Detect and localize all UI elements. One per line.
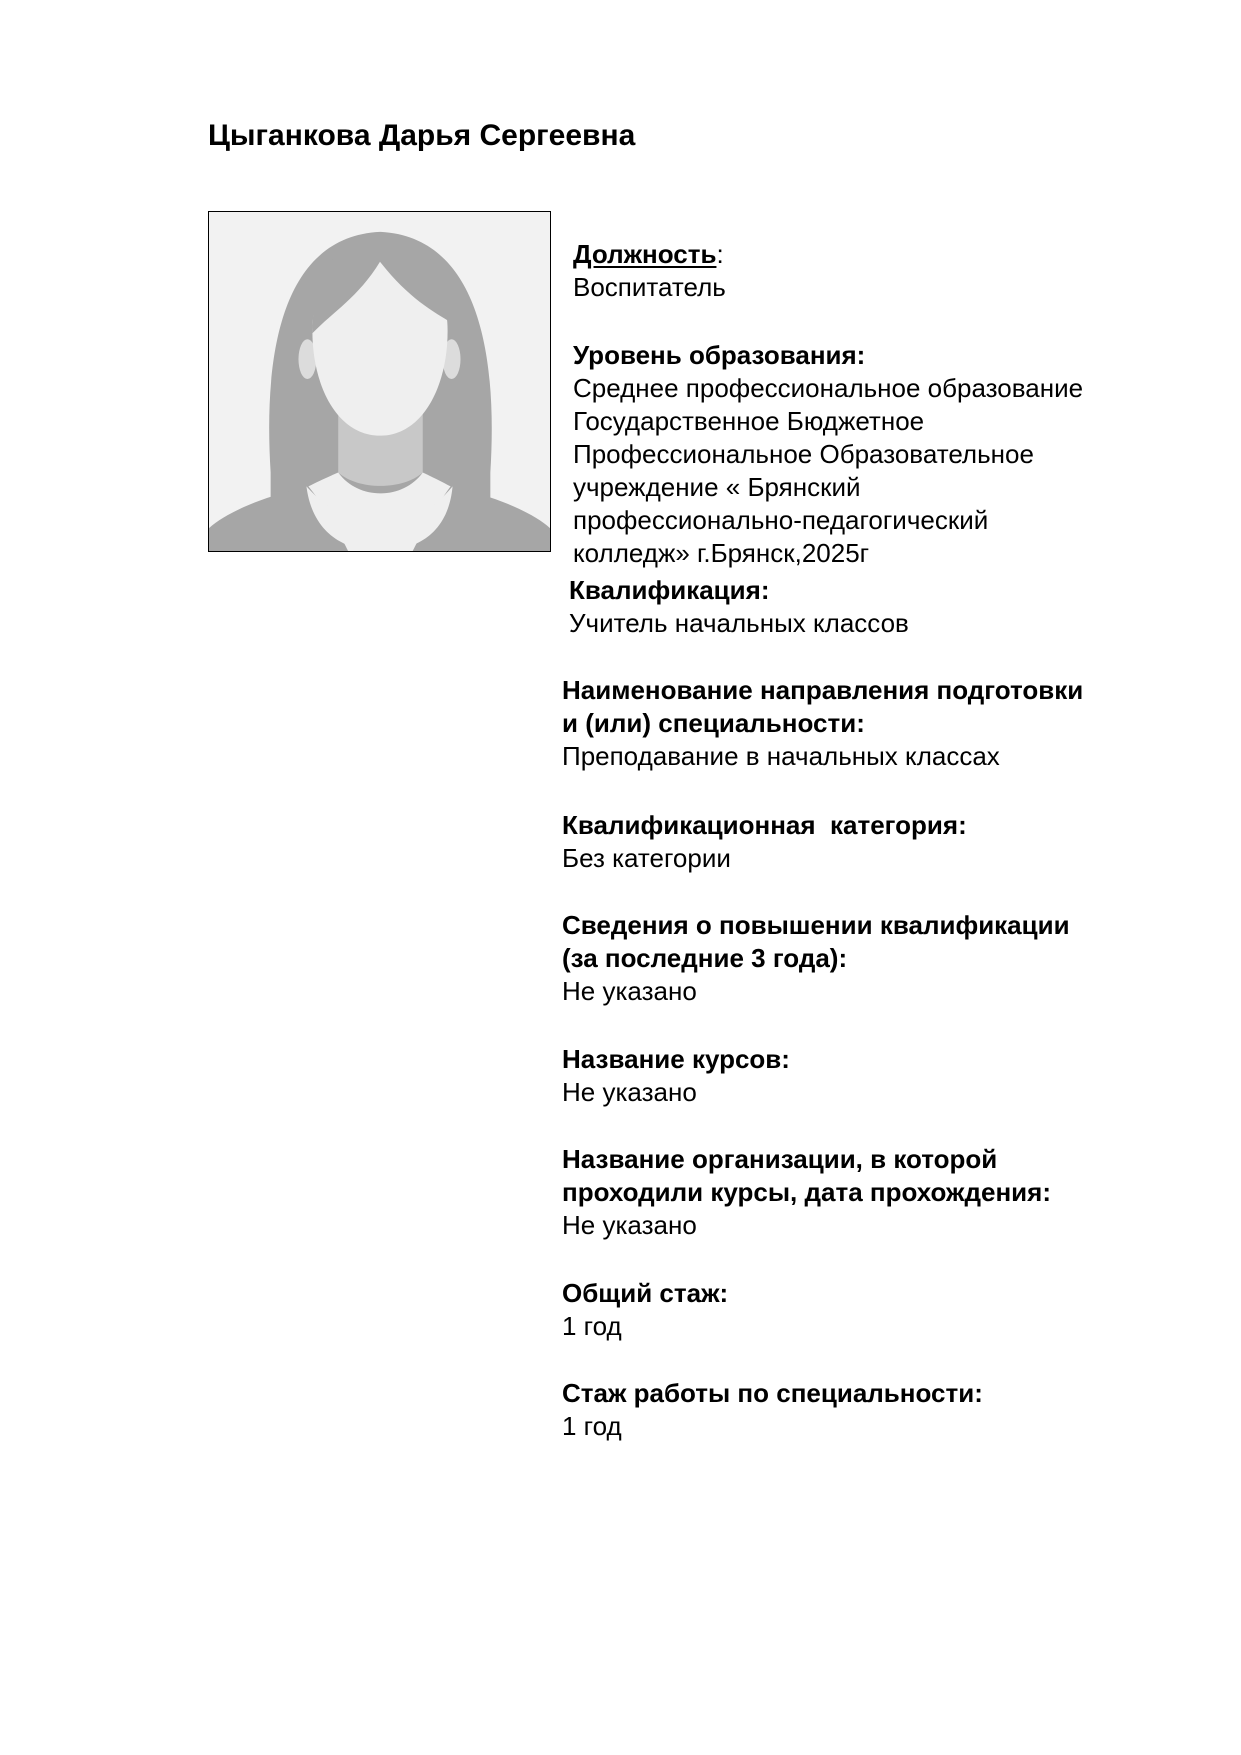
field-organization	[562, 1143, 1051, 1242]
field-specialty-label-line: и (или) специальности:	[562, 708, 865, 738]
field-education-level-value-line: колледж» г.Брянск,2025г	[573, 538, 870, 568]
field-specialty-experience	[562, 1377, 983, 1443]
field-category-value: Без категории	[562, 843, 731, 873]
field-courses-label: Название курсов:	[562, 1044, 790, 1074]
field-total-experience-value: 1 год	[562, 1311, 622, 1341]
field-training-value: Не указано	[562, 976, 697, 1006]
field-specialty	[562, 674, 1083, 773]
field-training	[562, 909, 1070, 1008]
field-education-level-value-line: Профессиональное Образовательное	[573, 439, 1034, 469]
field-training-label-line: Сведения о повышении квалификации	[562, 910, 1070, 940]
field-specialty-experience-label: Стаж работы по специальности:	[562, 1378, 983, 1408]
field-specialty-experience-value: 1 год	[562, 1411, 622, 1441]
field-courses	[562, 1043, 790, 1109]
female-avatar-icon	[209, 212, 550, 551]
field-position-colon: :	[716, 239, 724, 269]
field-position-value: Воспитатель	[573, 272, 726, 302]
field-training-label-line: (за последние 3 года):	[562, 943, 848, 973]
field-category-label: Квалификационная категория:	[562, 810, 967, 840]
field-education-level	[573, 339, 1083, 570]
field-organization-label-line: Название организации, в которой	[562, 1144, 998, 1174]
field-specialty-label-line: Наименование направления подготовки	[562, 675, 1084, 705]
person-full-name: Цыганкова Дарья Сергеевна	[208, 119, 636, 152]
field-organization-label-line: проходили курсы, дата прохождения:	[562, 1177, 1051, 1207]
profile-photo-placeholder	[208, 211, 551, 552]
field-education-level-value-line: учреждение « Брянский	[573, 472, 861, 502]
field-education-level-value-line: Среднее профессиональное образование	[573, 373, 1084, 403]
field-total-experience	[562, 1277, 728, 1343]
field-position	[573, 238, 726, 304]
field-qualification	[569, 574, 909, 640]
field-position-label: Должность	[573, 239, 717, 269]
field-education-level-value-line: профессионально-педагогический	[573, 505, 989, 535]
field-courses-value: Не указано	[562, 1077, 697, 1107]
field-qualification-label: Квалификация:	[569, 575, 770, 605]
field-total-experience-label: Общий стаж:	[562, 1278, 729, 1308]
field-education-level-value-line: Государственное Бюджетное	[573, 406, 925, 436]
field-category	[562, 809, 967, 875]
field-education-level-label: Уровень образования:	[573, 340, 866, 370]
field-organization-value: Не указано	[562, 1210, 697, 1240]
field-qualification-value: Учитель начальных классов	[569, 608, 909, 638]
field-specialty-value: Преподавание в начальных классах	[562, 741, 1000, 771]
